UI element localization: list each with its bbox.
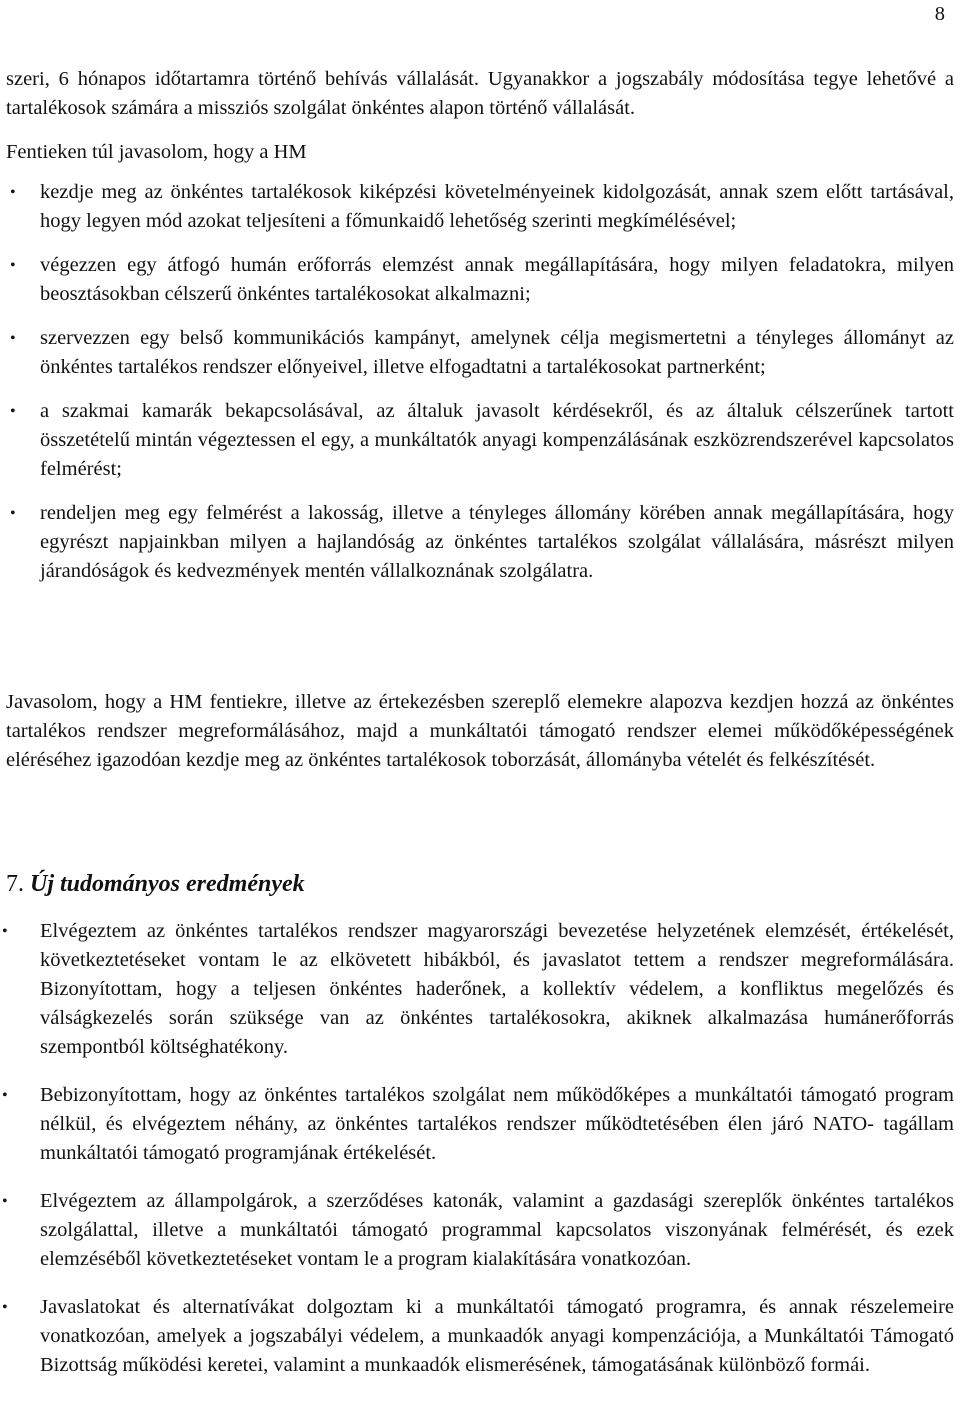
list-item — [2, 1293, 954, 1380]
list-item — [10, 499, 954, 586]
list-item-text: kezdje meg az önkéntes tartalékosok kiképzési követelményeinek kidolgozását, annak szem előtt tartásával, hogy legyen mód azokat teljesíteni a főmunkaidő lehetőség szerinti megkímélésével; — [40, 181, 954, 232]
list-item — [2, 1081, 954, 1168]
list-item-text: Elvégeztem az állampolgárok, a szerződéses katonák, valamint a gazdasági szereplők önkéntes tartalékos szolgálattal, illetve a munkáltatói támogató programmal kapcsolatos viszonyának felmérését, és ezek elemzéséből következtetéseket vontam le a program kialakítására vonatkozóan. — [40, 1190, 954, 1270]
bullet-icon: • — [2, 1087, 8, 1104]
intro-paragraph: szeri, 6 hónapos időtartamra történő behívás vállalását. Ugyanakkor a jogszabály módosítása tegye lehetővé a tartalékosok számára a missziós szolgálat önkéntes alapon történő vállalását. — [6, 68, 954, 119]
bullet-icon: • — [2, 923, 8, 940]
page-number: 8 — [934, 3, 945, 25]
list-item-text: Bebizonyítottam, hogy az önkéntes tartalékos szolgálat nem működőképes a munkáltatói támogató program nélkül, és elvégeztem néhány, az önkéntes tartalékos rendszer működtetésében élen járó NATO- tagállam munkáltatói támogató programjának értékelését. — [40, 1084, 954, 1164]
list-item-text: Elvégeztem az önkéntes tartalékos rendszer magyarországi bevezetése helyzetének elemzését, értékelését, következtetéseket vontam le az elkövetett hibákból, és javaslatot tettem a rendszer megreformálására. Bizonyítottam, hogy a teljesen önkéntes haderőnek, a kollektív védelem, a konfliktus megelőzés és válságkezelés során szüksége van az önkéntes tartalékosokra, akiknek alkalmazása humánerőforrás szempontból költséghatékony. — [40, 920, 954, 1058]
section-title: Új tudományos eredmények — [30, 871, 305, 897]
conclusion-paragraph: Javasolom, hogy a HM fentiekre, illetve az értekezésben szereplő elemekre alapozva kezdjen hozzá az önkéntes tartalékos rendszer megreformálásához, majd a munkáltatói támogató rendszer elemei működőképességének eléréséhez igazodóan kezdje meg az önkéntes tartalékosok toborzását, állományba vételét és felkészítését. — [6, 691, 954, 771]
results-list — [2, 917, 954, 1399]
list-item — [10, 178, 954, 236]
list-item-text: a szakmai kamarák bekapcsolásával, az általuk javasolt kérdésekről, és az általuk célszerűnek tartott összetételű mintán végeztessen el egy, a munkáltatók anyagi kompenzálásának eszközrendszerével kapcsolatos felmérést; — [40, 400, 954, 480]
list-item — [10, 251, 954, 309]
list-item-text: szervezzen egy belső kommunikációs kampányt, amelynek célja megismertetni a tényleges állományt az önkéntes tartalékos rendszer előnyeivel, illetve elfogadtatni a tartalékosokat partnerként; — [40, 327, 954, 378]
list-item — [10, 324, 954, 382]
lead-paragraph: Fentieken túl javasolom, hogy a HM — [6, 141, 307, 163]
list-item — [2, 1187, 954, 1274]
bullet-icon: • — [10, 184, 16, 201]
bullet-icon: • — [10, 505, 16, 522]
bullet-icon: • — [2, 1299, 8, 1316]
section-number: 7. — [6, 871, 24, 897]
bullet-icon: • — [2, 1193, 8, 1210]
list-item-text: rendeljen meg egy felmérést a lakosság, illetve a tényleges állomány körében annak megállapítására, hogy egyrészt napjainkban milyen a hajlandóság az önkéntes tartalékos szolgálat vállalására, másrészt milyen járandóságok és kedvezmények mentén vállalkoznának szolgálatra. — [40, 502, 954, 582]
list-item-text: Javaslatokat és alternatívákat dolgoztam ki a munkáltatói támogató programra, és annak részelemeire vonatkozóan, amelyek a jogszabályi védelem, a munkaadók anyagi kompenzációja, a Munkáltatói Támogató Bizottság működési keretei, valamint a munkaadók elismerésének, támogatásának különböző formái. — [40, 1296, 954, 1376]
bullet-icon: • — [10, 257, 16, 274]
bullet-icon: • — [10, 403, 16, 420]
recommendation-list — [10, 178, 954, 601]
list-item — [2, 917, 954, 1062]
bullet-icon: • — [10, 330, 16, 347]
list-item — [10, 397, 954, 484]
list-item-text: végezzen egy átfogó humán erőforrás elemzést annak megállapítására, hogy milyen feladatokra, milyen beosztásokban célszerű önkéntes tartalékosokat alkalmazni; — [40, 254, 954, 305]
section-heading — [6, 870, 305, 899]
